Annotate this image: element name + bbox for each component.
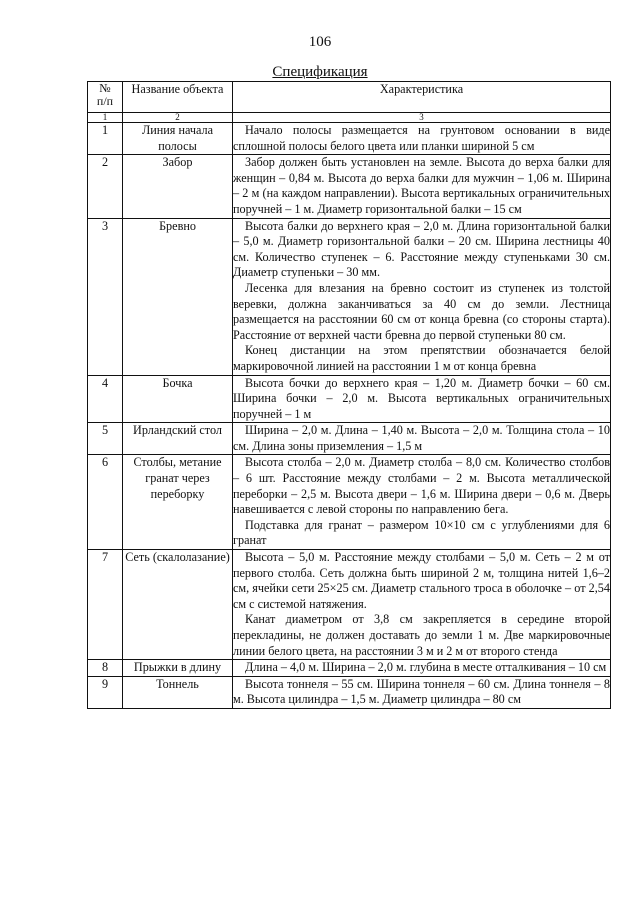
table-row <box>88 423 611 455</box>
object-characteristic <box>233 455 611 550</box>
object-name: Линия начала полосы <box>123 123 233 155</box>
characteristic-paragraph: Лесенка для влезания на бревно состоит из ступенек из толстой веревки, должна заканчиваться за 40 см до земли. Лестница размещается на расстоянии 60 см от конца бревна (со стороны старта). Расстояние от верхней части бревна до первой ступеньки 80 см. <box>233 280 610 342</box>
object-characteristic <box>233 123 611 155</box>
characteristic-paragraph: Забор должен быть установлен на земле. Высота до верха балки для женщин – 0,84 м. Высота до верха балки для мужчин – 1,06 м. Ширина – 2 м (на каждом направлении). Высота вертикальных ограничительных поручней – 1 м. Диаметр горизонтальной балки – 15 см <box>233 155 610 216</box>
header-number-line2: п/п <box>96 94 114 108</box>
characteristic-paragraph: Конец дистанции на этом препятствии обозначается белой маркировочной линией на расстоянии 1 м от конца бревна <box>233 343 610 373</box>
characteristic-paragraph: Высота тоннеля – 55 см. Ширина тоннеля – 60 см. Длина тоннеля – 8 м. Высота цилиндра – 1,5 м. Диаметр цилиндра – 80 см <box>233 676 610 707</box>
object-name: Бочка <box>123 375 233 423</box>
row-number: 7 <box>88 550 123 660</box>
header-number-line1: № <box>99 81 111 95</box>
characteristic-paragraph: Канат диаметром от 3,8 см закрепляется в середине второй перекладины, не должен доставать до земли 1 м. Две маркировочные линии белого цвета, на расстоянии 3 м и 2 м от второго стенда <box>233 612 610 658</box>
table-row <box>88 550 611 660</box>
object-name: Ирландский стол <box>123 423 233 455</box>
characteristic-paragraph: Ширина – 2,0 м. Длина – 1,40 м. Высота – 2,0 м. Толщина стола – 10 см. Длина зоны приземления – 1,5 м <box>233 423 610 453</box>
characteristic-paragraph: Начало полосы размещается на грунтовом основании в виде сплошной полосы белого цвета или планки шириной 5 см <box>233 123 610 153</box>
object-characteristic <box>233 155 611 218</box>
row-number: 8 <box>88 660 123 677</box>
row-number: 9 <box>88 676 123 708</box>
row-number: 4 <box>88 375 123 423</box>
object-characteristic <box>233 423 611 455</box>
page-title: Спецификация <box>272 64 368 80</box>
characteristic-paragraph: Высота – 5,0 м. Расстояние между столбами – 5,0 м. Сеть – 2 м от первого столба. Сеть должна быть шириной 2 м, толщина нитей 1,6–2 см, ячейки сети 25×25 см. Диаметр стального троса в оболочке – от 2,54 см с системой натяжения. <box>233 550 610 611</box>
table-header-row <box>88 82 611 113</box>
specification-table <box>87 81 611 709</box>
characteristic-paragraph: Подставка для гранат – размером 10×10 см с углублениями для 6 гранат <box>233 517 610 548</box>
row-number: 2 <box>88 155 123 218</box>
characteristic-paragraph: Высота бочки до верхнего края – 1,20 м. Диаметр бочки – 60 см. Ширина бочки – 2,0 м. Высота вертикальных ограничительных поручней – 1 м <box>233 375 610 421</box>
table-row <box>88 218 611 375</box>
row-number: 3 <box>88 218 123 375</box>
object-characteristic <box>233 660 611 677</box>
characteristic-paragraph: Высота столба – 2,0 м. Диаметр столба – 8,0 см. Количество столбов – 6 шт. Расстояние между столбами – 2 м. Высота металлической переборки – 2,5 м. Высота двери – 1,6 м. Ширина двери – 0,6 м. Дверь навешивается с левой стороны по направлению бега. <box>233 455 610 517</box>
row-number: 1 <box>88 123 123 155</box>
object-characteristic <box>233 218 611 375</box>
column-index: 1 <box>88 113 123 123</box>
object-characteristic <box>233 375 611 423</box>
object-name: Сеть (скалолазание) <box>123 550 233 660</box>
characteristic-paragraph: Длина – 4,0 м. Ширина – 2,0 м. глубина в месте отталкивания – 10 см <box>245 660 607 675</box>
table-row <box>88 123 611 155</box>
characteristic-paragraph: Высота балки до верхнего края – 2,0 м. Длина горизонтальной балки – 5,0 м. Диаметр горизонтальной балки – 20 см. Ширина лестницы 40 см. Количество ступенек – 6. Расстояние между ступеньками 30 см. Диаметр ступеньки – 30 мм. <box>233 218 610 280</box>
object-characteristic <box>233 550 611 660</box>
object-name: Забор <box>123 155 233 218</box>
table-row <box>88 660 611 677</box>
object-name: Тоннель <box>123 676 233 708</box>
object-name: Бревно <box>123 218 233 375</box>
row-number: 5 <box>88 423 123 455</box>
column-index: 2 <box>123 113 233 123</box>
column-index-row <box>88 113 611 123</box>
table-row <box>88 155 611 218</box>
object-name: Столбы, метание гранат через переборку <box>123 455 233 550</box>
page-number: 106 <box>308 34 332 50</box>
object-characteristic <box>233 676 611 708</box>
table-row <box>88 455 611 550</box>
row-number: 6 <box>88 455 123 550</box>
column-index: 3 <box>233 113 611 123</box>
table-row <box>88 375 611 423</box>
header-characteristic: Характеристика <box>233 82 611 113</box>
header-number <box>88 82 123 113</box>
object-name: Прыжки в длину <box>123 660 233 677</box>
table-row <box>88 676 611 708</box>
header-name: Название объекта <box>123 82 233 113</box>
table-body <box>88 123 611 709</box>
